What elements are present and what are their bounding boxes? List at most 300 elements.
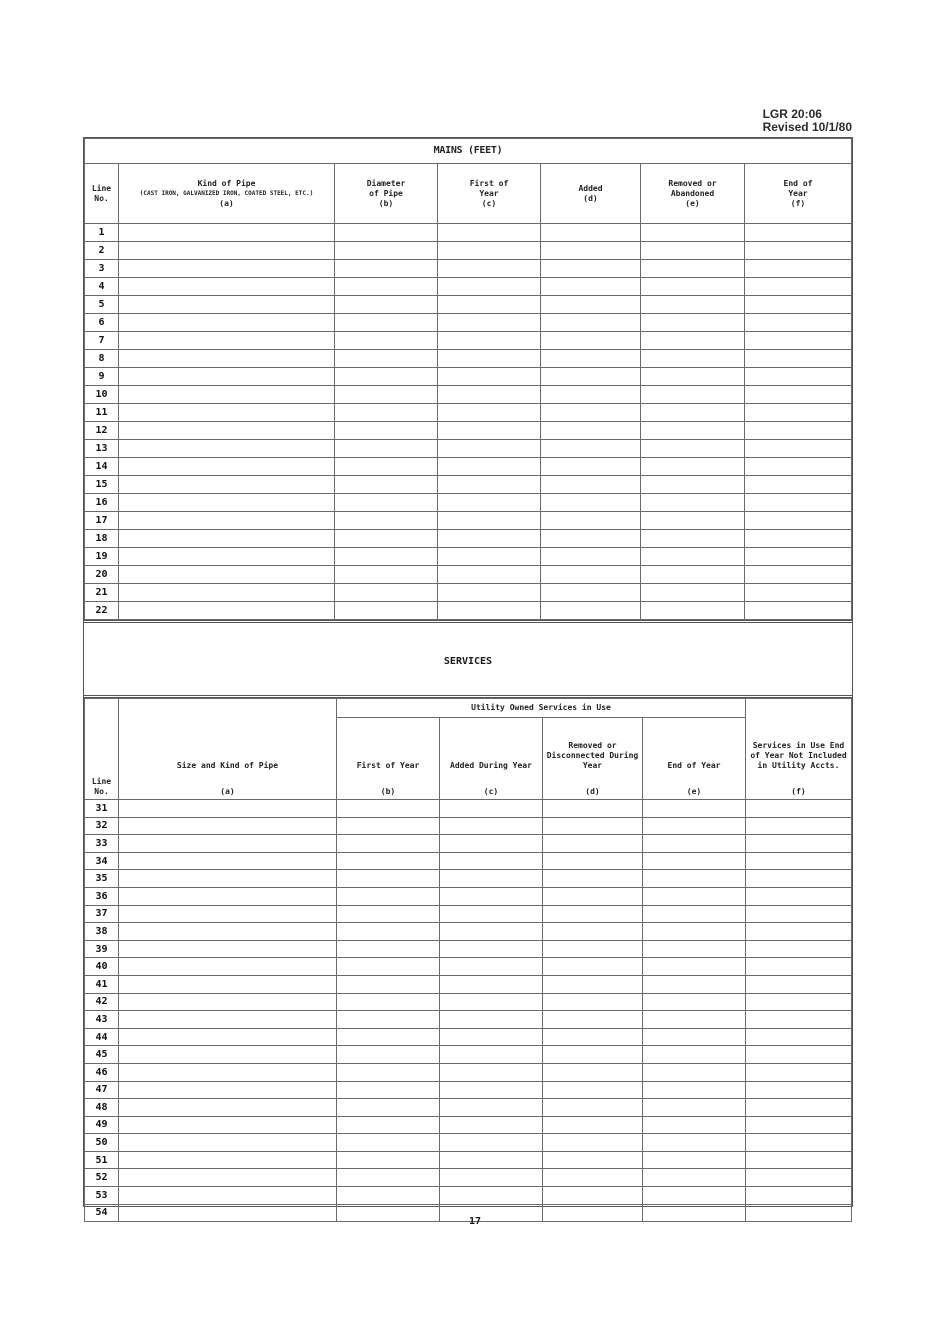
entry-cell[interactable] — [440, 800, 543, 818]
entry-cell[interactable] — [746, 1187, 852, 1205]
entry-cell[interactable] — [440, 1151, 543, 1169]
entry-cell[interactable] — [438, 584, 541, 602]
entry-cell[interactable] — [643, 993, 746, 1011]
entry-cell[interactable] — [119, 1081, 337, 1099]
entry-cell[interactable] — [337, 1116, 440, 1134]
entry-cell[interactable] — [543, 1116, 643, 1134]
entry-cell[interactable] — [746, 852, 852, 870]
entry-cell[interactable] — [119, 923, 337, 941]
entry-cell[interactable] — [440, 887, 543, 905]
entry-cell[interactable] — [337, 975, 440, 993]
entry-cell[interactable] — [543, 835, 643, 853]
entry-cell[interactable] — [543, 870, 643, 888]
entry-cell[interactable] — [119, 993, 337, 1011]
entry-cell[interactable] — [440, 1187, 543, 1205]
entry-cell[interactable] — [643, 1011, 746, 1029]
entry-cell[interactable] — [119, 494, 335, 512]
entry-cell[interactable] — [337, 835, 440, 853]
entry-cell[interactable] — [337, 1028, 440, 1046]
entry-cell[interactable] — [641, 458, 745, 476]
entry-cell[interactable] — [440, 1063, 543, 1081]
entry-cell[interactable] — [745, 296, 852, 314]
entry-cell[interactable] — [543, 1099, 643, 1117]
entry-cell[interactable] — [746, 1099, 852, 1117]
entry-cell[interactable] — [641, 368, 745, 386]
mains-col-b: Diameter of Pipe (b) — [335, 164, 438, 224]
entry-cell[interactable] — [543, 887, 643, 905]
entry-cell[interactable] — [337, 1081, 440, 1099]
entry-cell[interactable] — [541, 278, 641, 296]
entry-cell[interactable] — [746, 905, 852, 923]
entry-cell[interactable] — [745, 332, 852, 350]
entry-cell[interactable] — [337, 887, 440, 905]
entry-cell[interactable] — [745, 260, 852, 278]
entry-cell[interactable] — [440, 905, 543, 923]
entry-cell[interactable] — [641, 386, 745, 404]
entry-cell[interactable] — [119, 476, 335, 494]
entry-cell[interactable] — [119, 440, 335, 458]
entry-cell[interactable] — [119, 905, 337, 923]
entry-cell[interactable] — [440, 1169, 543, 1187]
entry-cell[interactable] — [745, 494, 852, 512]
entry-cell[interactable] — [543, 1063, 643, 1081]
entry-cell[interactable] — [541, 422, 641, 440]
entry-cell[interactable] — [643, 1099, 746, 1117]
line-number: 45 — [85, 1046, 119, 1064]
line-number: 33 — [85, 835, 119, 853]
entry-cell[interactable] — [745, 566, 852, 584]
entry-cell[interactable] — [746, 1134, 852, 1152]
line-number: 11 — [85, 404, 119, 422]
entry-cell[interactable] — [438, 350, 541, 368]
line-number: 40 — [85, 958, 119, 976]
entry-cell[interactable] — [543, 905, 643, 923]
entry-cell[interactable] — [745, 314, 852, 332]
entry-cell[interactable] — [543, 958, 643, 976]
entry-cell[interactable] — [543, 1081, 643, 1099]
entry-cell[interactable] — [335, 386, 438, 404]
entry-cell[interactable] — [641, 314, 745, 332]
entry-cell[interactable] — [641, 440, 745, 458]
entry-cell[interactable] — [335, 224, 438, 242]
entry-cell[interactable] — [746, 975, 852, 993]
entry-cell[interactable] — [746, 958, 852, 976]
entry-cell[interactable] — [119, 224, 335, 242]
entry-cell[interactable] — [440, 817, 543, 835]
table-row — [85, 1099, 852, 1117]
entry-cell[interactable] — [641, 476, 745, 494]
entry-cell[interactable] — [438, 548, 541, 566]
entry-cell[interactable] — [543, 923, 643, 941]
entry-cell[interactable] — [543, 817, 643, 835]
entry-cell[interactable] — [745, 548, 852, 566]
entry-cell[interactable] — [641, 404, 745, 422]
entry-cell[interactable] — [335, 530, 438, 548]
entry-cell[interactable] — [335, 404, 438, 422]
entry-cell[interactable] — [438, 314, 541, 332]
entry-cell[interactable] — [337, 817, 440, 835]
entry-cell[interactable] — [746, 1081, 852, 1099]
entry-cell[interactable] — [643, 905, 746, 923]
entry-cell[interactable] — [335, 476, 438, 494]
entry-cell[interactable] — [335, 278, 438, 296]
entry-cell[interactable] — [745, 350, 852, 368]
line-number: 17 — [85, 512, 119, 530]
entry-cell[interactable] — [337, 905, 440, 923]
entry-cell[interactable] — [440, 1116, 543, 1134]
entry-cell[interactable] — [440, 940, 543, 958]
entry-cell[interactable] — [745, 584, 852, 602]
entry-cell[interactable] — [337, 993, 440, 1011]
entry-cell[interactable] — [745, 602, 852, 620]
entry-cell[interactable] — [643, 1063, 746, 1081]
entry-cell[interactable] — [541, 494, 641, 512]
services-col-e: End of Year (e) — [643, 718, 746, 800]
entry-cell[interactable] — [641, 224, 745, 242]
entry-cell[interactable] — [438, 278, 541, 296]
line-number: 5 — [85, 296, 119, 314]
entry-cell[interactable] — [438, 440, 541, 458]
entry-cell[interactable] — [119, 1134, 337, 1152]
entry-cell[interactable] — [541, 296, 641, 314]
entry-cell[interactable] — [641, 584, 745, 602]
entry-cell[interactable] — [641, 602, 745, 620]
entry-cell[interactable] — [643, 835, 746, 853]
entry-cell[interactable] — [641, 494, 745, 512]
line-number: 34 — [85, 852, 119, 870]
entry-cell[interactable] — [541, 386, 641, 404]
entry-cell[interactable] — [119, 368, 335, 386]
entry-cell[interactable] — [438, 404, 541, 422]
line-number: 39 — [85, 940, 119, 958]
entry-cell[interactable] — [438, 530, 541, 548]
entry-cell[interactable] — [119, 458, 335, 476]
entry-cell[interactable] — [641, 530, 745, 548]
entry-cell[interactable] — [643, 1151, 746, 1169]
entry-cell[interactable] — [440, 1011, 543, 1029]
entry-cell[interactable] — [440, 1099, 543, 1117]
entry-cell[interactable] — [440, 1134, 543, 1152]
table-row — [85, 1151, 852, 1169]
entry-cell[interactable] — [641, 278, 745, 296]
entry-cell[interactable] — [335, 458, 438, 476]
entry-cell[interactable] — [119, 260, 335, 278]
entry-cell[interactable] — [335, 368, 438, 386]
table-row — [85, 548, 852, 566]
entry-cell[interactable] — [119, 1099, 337, 1117]
entry-cell[interactable] — [746, 887, 852, 905]
entry-cell[interactable] — [335, 440, 438, 458]
entry-cell[interactable] — [746, 817, 852, 835]
form-number: LGR 20:06 — [762, 107, 822, 121]
line-number: 10 — [85, 386, 119, 404]
entry-cell[interactable] — [337, 870, 440, 888]
entry-cell[interactable] — [337, 800, 440, 818]
entry-cell[interactable] — [641, 566, 745, 584]
entry-cell[interactable] — [643, 975, 746, 993]
entry-cell[interactable] — [745, 422, 852, 440]
entry-cell[interactable] — [119, 1028, 337, 1046]
entry-cell[interactable] — [745, 404, 852, 422]
entry-cell[interactable] — [337, 1046, 440, 1064]
entry-cell[interactable] — [119, 1063, 337, 1081]
entry-cell[interactable] — [440, 870, 543, 888]
entry-cell[interactable] — [643, 817, 746, 835]
entry-cell[interactable] — [119, 296, 335, 314]
entry-cell[interactable] — [543, 1011, 643, 1029]
entry-cell[interactable] — [337, 1169, 440, 1187]
table-row — [85, 1169, 852, 1187]
entry-cell[interactable] — [337, 1099, 440, 1117]
entry-cell[interactable] — [745, 530, 852, 548]
entry-cell[interactable] — [746, 923, 852, 941]
entry-cell[interactable] — [643, 852, 746, 870]
entry-cell[interactable] — [438, 332, 541, 350]
entry-cell[interactable] — [543, 800, 643, 818]
entry-cell[interactable] — [119, 1011, 337, 1029]
entry-cell[interactable] — [641, 296, 745, 314]
entry-cell[interactable] — [119, 1187, 337, 1205]
entry-cell[interactable] — [643, 1046, 746, 1064]
entry-cell[interactable] — [440, 923, 543, 941]
entry-cell[interactable] — [119, 404, 335, 422]
entry-cell[interactable] — [643, 1134, 746, 1152]
entry-cell[interactable] — [335, 602, 438, 620]
entry-cell[interactable] — [337, 958, 440, 976]
entry-cell[interactable] — [119, 1151, 337, 1169]
entry-cell[interactable] — [438, 458, 541, 476]
entry-cell[interactable] — [335, 548, 438, 566]
entry-cell[interactable] — [119, 800, 337, 818]
entry-cell[interactable] — [119, 584, 335, 602]
entry-cell[interactable] — [745, 476, 852, 494]
entry-cell[interactable] — [119, 852, 337, 870]
entry-cell[interactable] — [641, 422, 745, 440]
entry-cell[interactable] — [543, 1151, 643, 1169]
entry-cell[interactable] — [335, 314, 438, 332]
entry-cell[interactable] — [440, 958, 543, 976]
entry-cell[interactable] — [119, 278, 335, 296]
entry-cell[interactable] — [119, 1116, 337, 1134]
entry-cell[interactable] — [746, 940, 852, 958]
entry-cell[interactable] — [335, 566, 438, 584]
entry-cell[interactable] — [440, 1046, 543, 1064]
entry-cell[interactable] — [119, 958, 337, 976]
entry-cell[interactable] — [746, 1116, 852, 1134]
entry-cell[interactable] — [745, 242, 852, 260]
entry-cell[interactable] — [541, 476, 641, 494]
entry-cell[interactable] — [119, 530, 335, 548]
entry-cell[interactable] — [440, 1081, 543, 1099]
entry-cell[interactable] — [745, 512, 852, 530]
entry-cell[interactable] — [541, 458, 641, 476]
entry-cell[interactable] — [643, 1169, 746, 1187]
entry-cell[interactable] — [746, 835, 852, 853]
entry-cell[interactable] — [746, 993, 852, 1011]
entry-cell[interactable] — [541, 548, 641, 566]
entry-cell[interactable] — [119, 1169, 337, 1187]
entry-cell[interactable] — [119, 602, 335, 620]
entry-cell[interactable] — [335, 350, 438, 368]
entry-cell[interactable] — [745, 440, 852, 458]
entry-cell[interactable] — [119, 512, 335, 530]
entry-cell[interactable] — [440, 852, 543, 870]
entry-cell[interactable] — [541, 242, 641, 260]
entry-cell[interactable] — [337, 1151, 440, 1169]
entry-cell[interactable] — [543, 975, 643, 993]
entry-cell[interactable] — [541, 332, 641, 350]
entry-cell[interactable] — [541, 350, 641, 368]
entry-cell[interactable] — [643, 800, 746, 818]
entry-cell[interactable] — [440, 1028, 543, 1046]
entry-cell[interactable] — [746, 1011, 852, 1029]
entry-cell[interactable] — [119, 887, 337, 905]
entry-cell[interactable] — [438, 260, 541, 278]
entry-cell[interactable] — [643, 958, 746, 976]
entry-cell[interactable] — [337, 852, 440, 870]
entry-cell[interactable] — [119, 835, 337, 853]
entry-cell[interactable] — [438, 422, 541, 440]
entry-cell[interactable] — [541, 224, 641, 242]
entry-cell[interactable] — [119, 870, 337, 888]
entry-cell[interactable] — [335, 512, 438, 530]
line-number: 1 — [85, 224, 119, 242]
entry-cell[interactable] — [543, 1187, 643, 1205]
entry-cell[interactable] — [643, 870, 746, 888]
entry-cell[interactable] — [746, 1046, 852, 1064]
entry-cell[interactable] — [541, 314, 641, 332]
entry-cell[interactable] — [337, 1187, 440, 1205]
entry-cell[interactable] — [335, 242, 438, 260]
entry-cell[interactable] — [335, 494, 438, 512]
entry-cell[interactable] — [119, 1046, 337, 1064]
entry-cell[interactable] — [119, 817, 337, 835]
entry-cell[interactable] — [438, 566, 541, 584]
entry-cell[interactable] — [643, 887, 746, 905]
entry-cell[interactable] — [543, 940, 643, 958]
entry-cell[interactable] — [543, 1169, 643, 1187]
entry-cell[interactable] — [335, 422, 438, 440]
entry-cell[interactable] — [746, 800, 852, 818]
entry-cell[interactable] — [543, 852, 643, 870]
entry-cell[interactable] — [440, 835, 543, 853]
entry-cell[interactable] — [337, 1063, 440, 1081]
entry-cell[interactable] — [641, 242, 745, 260]
table-row — [85, 1081, 852, 1099]
entry-cell[interactable] — [119, 332, 335, 350]
entry-cell[interactable] — [643, 940, 746, 958]
entry-cell[interactable] — [541, 260, 641, 278]
entry-cell[interactable] — [119, 314, 335, 332]
entry-cell[interactable] — [438, 512, 541, 530]
entry-cell[interactable] — [745, 458, 852, 476]
entry-cell[interactable] — [746, 1063, 852, 1081]
services-title: SERVICES — [443, 655, 493, 667]
entry-cell[interactable] — [746, 1028, 852, 1046]
entry-cell[interactable] — [335, 332, 438, 350]
entry-cell[interactable] — [337, 1011, 440, 1029]
entry-cell[interactable] — [438, 476, 541, 494]
entry-cell[interactable] — [438, 224, 541, 242]
entry-cell[interactable] — [543, 1046, 643, 1064]
entry-cell[interactable] — [643, 1081, 746, 1099]
entry-cell[interactable] — [746, 1151, 852, 1169]
entry-cell[interactable] — [641, 332, 745, 350]
entry-cell[interactable] — [119, 350, 335, 368]
entry-cell[interactable] — [119, 386, 335, 404]
entry-cell[interactable] — [438, 602, 541, 620]
entry-cell[interactable] — [438, 368, 541, 386]
entry-cell[interactable] — [745, 368, 852, 386]
entry-cell[interactable] — [337, 1134, 440, 1152]
entry-cell[interactable] — [335, 296, 438, 314]
table-row — [85, 224, 852, 242]
entry-cell[interactable] — [541, 368, 641, 386]
entry-cell[interactable] — [543, 1134, 643, 1152]
entry-cell[interactable] — [335, 584, 438, 602]
entry-cell[interactable] — [746, 1169, 852, 1187]
entry-cell[interactable] — [335, 260, 438, 278]
entry-cell[interactable] — [745, 224, 852, 242]
entry-cell[interactable] — [119, 242, 335, 260]
entry-cell[interactable] — [119, 940, 337, 958]
entry-cell[interactable] — [643, 1028, 746, 1046]
table-row — [85, 1028, 852, 1046]
entry-cell[interactable] — [641, 512, 745, 530]
line-number: 43 — [85, 1011, 119, 1029]
entry-cell[interactable] — [337, 923, 440, 941]
entry-cell[interactable] — [745, 278, 852, 296]
line-number: 54 — [85, 1204, 119, 1222]
entry-cell[interactable] — [541, 602, 641, 620]
entry-cell[interactable] — [119, 566, 335, 584]
entry-cell[interactable] — [641, 548, 745, 566]
entry-cell[interactable] — [541, 440, 641, 458]
entry-cell[interactable] — [643, 1116, 746, 1134]
entry-cell[interactable] — [543, 1028, 643, 1046]
entry-cell[interactable] — [440, 993, 543, 1011]
entry-cell[interactable] — [643, 923, 746, 941]
table-row — [85, 386, 852, 404]
entry-cell[interactable] — [440, 975, 543, 993]
entry-cell[interactable] — [543, 993, 643, 1011]
entry-cell[interactable] — [438, 296, 541, 314]
services-col-line: Line No. — [85, 699, 119, 800]
entry-cell[interactable] — [438, 494, 541, 512]
entry-cell[interactable] — [541, 404, 641, 422]
entry-cell[interactable] — [641, 350, 745, 368]
services-col-a: Size and Kind of Pipe (a) — [119, 699, 337, 800]
entry-cell[interactable] — [641, 260, 745, 278]
services-col-f: Services in Use End of Year Not Included in Utility Accts. (f) — [746, 699, 852, 800]
entry-cell[interactable] — [541, 584, 641, 602]
entry-cell[interactable] — [541, 566, 641, 584]
entry-cell[interactable] — [438, 242, 541, 260]
entry-cell[interactable] — [643, 1187, 746, 1205]
entry-cell[interactable] — [337, 940, 440, 958]
services-table — [84, 698, 852, 1222]
entry-cell[interactable] — [541, 512, 641, 530]
entry-cell[interactable] — [438, 386, 541, 404]
entry-cell[interactable] — [745, 386, 852, 404]
entry-cell[interactable] — [541, 530, 641, 548]
table-row — [85, 1046, 852, 1064]
entry-cell[interactable] — [119, 422, 335, 440]
entry-cell[interactable] — [746, 870, 852, 888]
entry-cell[interactable] — [119, 975, 337, 993]
entry-cell[interactable] — [119, 548, 335, 566]
line-number: 7 — [85, 332, 119, 350]
